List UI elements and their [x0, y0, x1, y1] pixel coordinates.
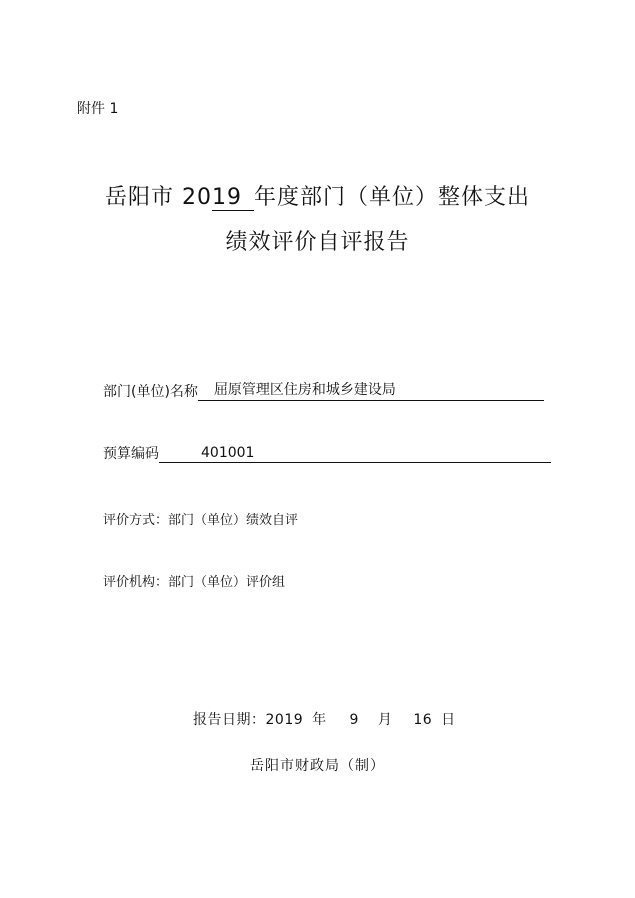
department-name-label: 部门(单位)名称 [103, 384, 198, 400]
department-name-value: 屈原管理区住房和城乡建设局 [213, 382, 396, 398]
title-suffix: 年度部门（单位）整体支出 [253, 185, 530, 210]
evaluation-org-field [103, 571, 285, 590]
budget-code-value: 401001 [201, 445, 255, 461]
evaluation-org-value: 部门（单位）评价组 [168, 575, 286, 590]
title-year-fill: 19 [212, 186, 254, 211]
report-date-year: 2019 [265, 712, 304, 728]
evaluation-org-label: 评价机构： [103, 575, 169, 590]
attachment-label: 附件 1 [77, 101, 119, 117]
evaluation-method-label: 评价方式： [103, 513, 169, 528]
report-date-month: 9 [349, 712, 359, 728]
report-title-line2: 绩效评价自评报告 [225, 230, 410, 255]
evaluation-method-value: 部门（单位）绩效自评 [168, 513, 299, 528]
report-date-day-unit: 日 [441, 712, 456, 728]
report-date [193, 709, 456, 729]
budget-code-label: 预算编码 [103, 446, 159, 462]
issuer-label: 岳阳市财政局（制） [250, 758, 385, 774]
department-name-field [103, 381, 544, 401]
report-date-day: 16 [413, 712, 433, 728]
title-prefix: 岳阳市 20 [104, 185, 212, 210]
budget-code-field [103, 443, 551, 463]
department-name-underline [198, 382, 544, 401]
budget-code-underline [159, 444, 551, 463]
report-date-month-unit: 月 [377, 712, 393, 728]
report-date-label: 报告日期： [193, 712, 266, 728]
report-title-line1 [0, 180, 635, 211]
report-date-year-unit: 年 [312, 712, 327, 728]
evaluation-method-field [103, 509, 298, 528]
